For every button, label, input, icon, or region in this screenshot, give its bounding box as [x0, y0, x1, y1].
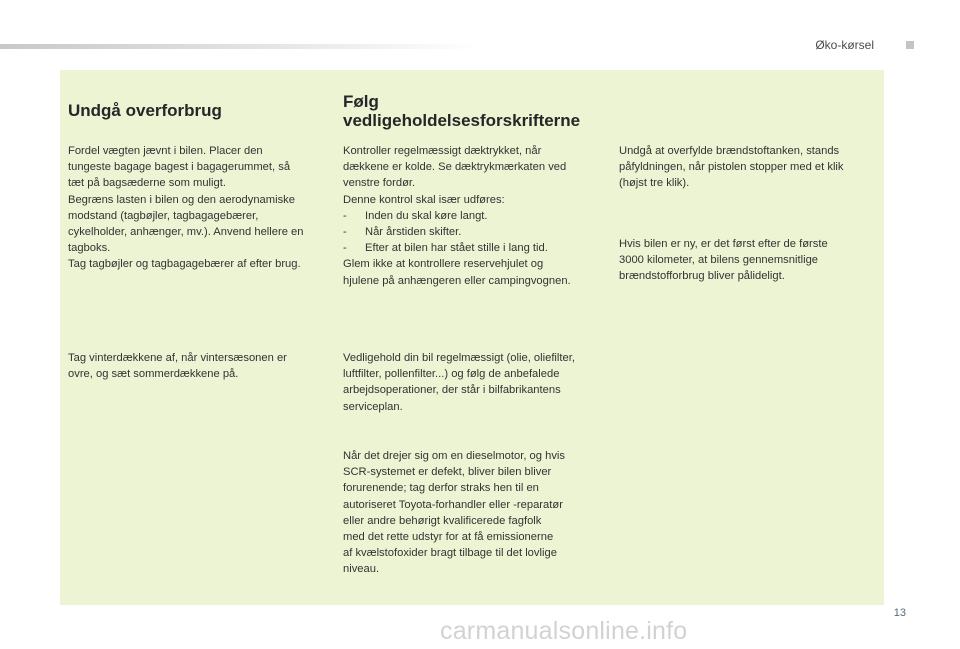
dash-marker: -	[343, 226, 347, 239]
text-line: arbejdsoperationer, der står i bilfabrikantens	[343, 384, 561, 397]
text-line: Kontroller regelmæssigt dæktrykket, når	[343, 145, 542, 157]
header-gradient-bar	[0, 44, 480, 49]
text-line: dækkene er kolde. Se dæktrykmærkaten ved	[343, 161, 567, 174]
text-line: påfyldningen, når pistolen stopper med et klik	[619, 161, 844, 174]
text-line: af kvælstofoxider bragt tilbage til det lovlige	[343, 547, 557, 560]
heading-line: Følg	[343, 92, 379, 111]
text-line: tungeste bagage bagest i bagagerummet, så	[68, 161, 291, 174]
text-line: SCR-systemet er defekt, bliver bilen bliver	[343, 466, 552, 479]
col3-paragraph-2	[619, 236, 828, 285]
text-line: modstand (tagbøjler, tagbagagebærer,	[68, 209, 259, 222]
col1-heading: Undgå overforbrug	[68, 101, 222, 120]
text-line: Fordel vægten jævnt i bilen. Placer den	[68, 145, 263, 157]
page-number: 13	[893, 607, 906, 619]
bullet-item	[343, 240, 571, 256]
bullet-item	[343, 208, 571, 224]
heading-line: vedligeholdelsesforskrifterne	[343, 111, 581, 130]
text-line: venstre fordør.	[343, 177, 416, 190]
section-title: Øko-kørsel	[815, 38, 874, 52]
text-line: Tag tagbøjler og tagbagagebærer af efter brug.	[68, 258, 301, 271]
text-line: Begræns lasten i bilen og den aerodynamiske	[68, 193, 295, 206]
bullet-text: Når årstiden skifter.	[365, 226, 462, 239]
bullet-item	[343, 224, 571, 240]
text-line: serviceplan.	[343, 400, 403, 413]
text-line: brændstofforbrug bliver pålideligt.	[619, 270, 785, 283]
col2-heading	[343, 92, 580, 130]
text-line: Tag vinterdækkene af, når vintersæsonen er	[68, 352, 287, 364]
col2-paragraph-1	[343, 143, 571, 289]
text-line: Vedligehold din bil regelmæssigt (olie, oliefilter,	[343, 352, 575, 364]
dash-marker: -	[343, 242, 347, 255]
text-line: tæt på bagsæderne som muligt.	[68, 177, 226, 190]
text-line: eller andre behørigt kvalificerede fagfolk	[343, 514, 542, 527]
dash-marker: -	[343, 209, 347, 222]
text-line: ovre, og sæt sommerdækkene på.	[68, 368, 239, 381]
text-line: Glem ikke at kontrollere reservehjulet og	[343, 258, 544, 271]
text-line: luftfilter, pollenfilter...) og følg de anbefalede	[343, 368, 560, 381]
text-line: Denne kontrol skal især udføres:	[343, 193, 505, 206]
text-line: forurenende; tag derfor straks hen til en	[343, 482, 539, 495]
text-line: hjulene på anhængeren eller campingvognen.	[343, 274, 571, 287]
corner-marker	[906, 41, 914, 49]
text-line: Hvis bilen er ny, er det først efter de første	[619, 238, 828, 250]
text-line: niveau.	[343, 563, 380, 576]
watermark: carmanualsonline.info	[440, 617, 688, 645]
col1-paragraph-2	[68, 350, 287, 382]
text-line: Når det drejer sig om en dieselmotor, og hvis	[343, 450, 565, 462]
col2-paragraph-3	[343, 448, 565, 578]
text-line: med det rette udstyr for at få emissionerne	[343, 531, 554, 544]
text-line: tagboks.	[68, 242, 111, 255]
text-line: 3000 kilometer, at bilens gennemsnitlige	[619, 254, 819, 267]
bullet-text: Efter at bilen har stået stille i lang tid.	[365, 242, 548, 255]
text-line: (højst tre klik).	[619, 177, 690, 190]
col3-paragraph-1	[619, 143, 844, 192]
text-line: autoriseret Toyota-forhandler eller -reparatør	[343, 498, 563, 511]
bullet-text: Inden du skal køre langt.	[365, 209, 488, 222]
col2-paragraph-2	[343, 350, 575, 415]
text-line: cykelholder, anhænger, mv.). Anvend hellere en	[68, 226, 304, 239]
col1-paragraph-1	[68, 143, 304, 273]
text-line: Undgå at overfylde brændstoftanken, stands	[619, 145, 840, 157]
